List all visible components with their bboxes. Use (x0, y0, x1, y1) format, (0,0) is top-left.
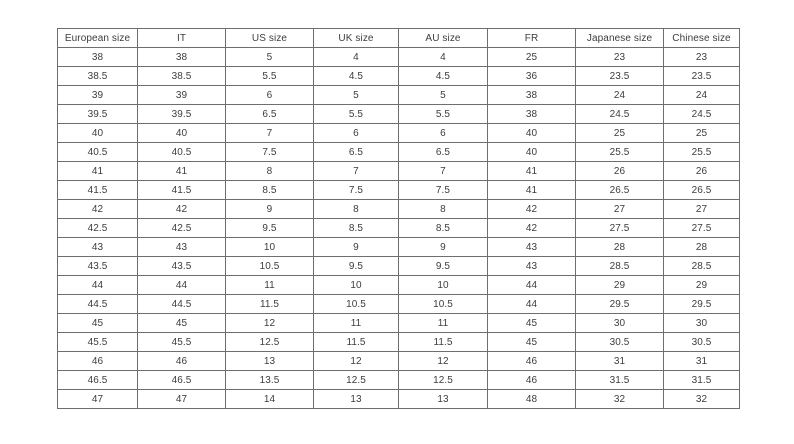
table-cell: 7 (399, 162, 488, 181)
table-cell: 43.5 (58, 257, 138, 276)
table-cell: 6 (314, 124, 399, 143)
table-cell: 9 (314, 238, 399, 257)
table-cell: 41 (488, 181, 576, 200)
table-cell: 41 (58, 162, 138, 181)
table-cell: 8.5 (226, 181, 314, 200)
table-cell: 26 (576, 162, 664, 181)
table-cell: 42 (138, 200, 226, 219)
table-cell: 10 (399, 276, 488, 295)
table-cell: 7.5 (226, 143, 314, 162)
table-row (58, 390, 740, 409)
table-cell: 46 (488, 352, 576, 371)
table-cell: 11 (314, 314, 399, 333)
table-cell: 46 (138, 352, 226, 371)
table-cell: 28 (664, 238, 740, 257)
table-cell: 27.5 (664, 219, 740, 238)
table-cell: 23.5 (664, 67, 740, 86)
table-cell: 42 (488, 219, 576, 238)
column-header: AU size (399, 29, 488, 48)
table-cell: 42.5 (138, 219, 226, 238)
table-cell: 6 (399, 124, 488, 143)
table-cell: 11.5 (226, 295, 314, 314)
table-row (58, 181, 740, 200)
table-cell: 45 (488, 333, 576, 352)
table-cell: 42 (58, 200, 138, 219)
table-cell: 29 (664, 276, 740, 295)
column-header: European size (58, 29, 138, 48)
table-cell: 44.5 (138, 295, 226, 314)
table-cell: 11 (226, 276, 314, 295)
table-cell: 43 (58, 238, 138, 257)
table-cell: 46 (58, 352, 138, 371)
size-table (57, 28, 740, 409)
table-row (58, 238, 740, 257)
table-cell: 38 (58, 48, 138, 67)
table-cell: 10 (314, 276, 399, 295)
table-cell: 26 (664, 162, 740, 181)
table-cell: 45 (488, 314, 576, 333)
table-cell: 46.5 (58, 371, 138, 390)
table-cell: 41.5 (138, 181, 226, 200)
table-cell: 25.5 (576, 143, 664, 162)
table-cell: 12.5 (399, 371, 488, 390)
table-cell: 44 (488, 276, 576, 295)
table-cell: 25 (488, 48, 576, 67)
table-row (58, 333, 740, 352)
table-cell: 9.5 (399, 257, 488, 276)
table-cell: 12.5 (314, 371, 399, 390)
table-row (58, 143, 740, 162)
table-cell: 4 (399, 48, 488, 67)
table-cell: 13 (226, 352, 314, 371)
table-cell: 47 (58, 390, 138, 409)
table-row (58, 48, 740, 67)
table-cell: 40 (138, 124, 226, 143)
column-header: FR (488, 29, 576, 48)
table-cell: 25.5 (664, 143, 740, 162)
table-cell: 48 (488, 390, 576, 409)
table-cell: 24.5 (664, 105, 740, 124)
table-cell: 43 (488, 257, 576, 276)
table-cell: 29.5 (664, 295, 740, 314)
table-cell: 41.5 (58, 181, 138, 200)
table-cell: 4 (314, 48, 399, 67)
table-cell: 31 (664, 352, 740, 371)
table-cell: 47 (138, 390, 226, 409)
table-cell: 12 (314, 352, 399, 371)
table-cell: 14 (226, 390, 314, 409)
table-cell: 29 (576, 276, 664, 295)
table-cell: 28.5 (576, 257, 664, 276)
column-header: US size (226, 29, 314, 48)
table-row (58, 276, 740, 295)
table-cell: 38 (488, 86, 576, 105)
table-row (58, 200, 740, 219)
table-cell: 43 (138, 238, 226, 257)
table-cell: 9.5 (314, 257, 399, 276)
table-cell: 39.5 (58, 105, 138, 124)
table-cell: 10.5 (314, 295, 399, 314)
table-cell: 30 (576, 314, 664, 333)
table-cell: 40.5 (58, 143, 138, 162)
table-cell: 13 (314, 390, 399, 409)
table-cell: 38.5 (58, 67, 138, 86)
table-cell: 43 (488, 238, 576, 257)
table-cell: 30 (664, 314, 740, 333)
table-cell: 5.5 (226, 67, 314, 86)
table-cell: 5.5 (399, 105, 488, 124)
table-cell: 40 (58, 124, 138, 143)
table-cell: 7 (226, 124, 314, 143)
table-cell: 8.5 (399, 219, 488, 238)
table-cell: 13.5 (226, 371, 314, 390)
table-row (58, 219, 740, 238)
table-cell: 36 (488, 67, 576, 86)
table-cell: 7.5 (314, 181, 399, 200)
table-cell: 24.5 (576, 105, 664, 124)
table-cell: 42.5 (58, 219, 138, 238)
table-cell: 10.5 (226, 257, 314, 276)
table-cell: 44.5 (58, 295, 138, 314)
table-cell: 42 (488, 200, 576, 219)
table-cell: 40 (488, 124, 576, 143)
column-header: Japanese size (576, 29, 664, 48)
table-cell: 5 (314, 86, 399, 105)
table-cell: 23 (664, 48, 740, 67)
table-cell: 30.5 (664, 333, 740, 352)
table-row (58, 67, 740, 86)
size-conversion-table (57, 28, 740, 409)
table-cell: 12 (226, 314, 314, 333)
table-cell: 5 (399, 86, 488, 105)
table-cell: 4.5 (399, 67, 488, 86)
table-cell: 13 (399, 390, 488, 409)
table-cell: 31.5 (576, 371, 664, 390)
table-cell: 38 (488, 105, 576, 124)
table-cell: 23 (576, 48, 664, 67)
table-cell: 7.5 (399, 181, 488, 200)
table-cell: 45.5 (138, 333, 226, 352)
column-header: UK size (314, 29, 399, 48)
column-header: Chinese size (664, 29, 740, 48)
table-cell: 28.5 (664, 257, 740, 276)
table-cell: 8 (226, 162, 314, 181)
table-cell: 41 (488, 162, 576, 181)
table-cell: 40.5 (138, 143, 226, 162)
table-cell: 32 (664, 390, 740, 409)
table-row (58, 295, 740, 314)
table-cell: 45.5 (58, 333, 138, 352)
table-row (58, 105, 740, 124)
table-row (58, 86, 740, 105)
table-cell: 32 (576, 390, 664, 409)
table-cell: 45 (58, 314, 138, 333)
table-cell: 45 (138, 314, 226, 333)
table-cell: 27 (576, 200, 664, 219)
table-cell: 26.5 (664, 181, 740, 200)
table-row (58, 371, 740, 390)
table-cell: 38 (138, 48, 226, 67)
table-cell: 12 (399, 352, 488, 371)
table-cell: 7 (314, 162, 399, 181)
table-cell: 30.5 (576, 333, 664, 352)
table-cell: 6.5 (399, 143, 488, 162)
table-cell: 46 (488, 371, 576, 390)
table-cell: 9 (226, 200, 314, 219)
table-cell: 9.5 (226, 219, 314, 238)
table-cell: 25 (664, 124, 740, 143)
column-header: IT (138, 29, 226, 48)
table-cell: 39.5 (138, 105, 226, 124)
table-cell: 11 (399, 314, 488, 333)
table-cell: 11.5 (314, 333, 399, 352)
table-cell: 39 (58, 86, 138, 105)
table-cell: 12.5 (226, 333, 314, 352)
table-cell: 43.5 (138, 257, 226, 276)
table-cell: 41 (138, 162, 226, 181)
table-cell: 10 (226, 238, 314, 257)
table-cell: 6.5 (226, 105, 314, 124)
table-cell: 38.5 (138, 67, 226, 86)
table-cell: 28 (576, 238, 664, 257)
table-cell: 29.5 (576, 295, 664, 314)
table-cell: 44 (58, 276, 138, 295)
table-cell: 27 (664, 200, 740, 219)
table-cell: 10.5 (399, 295, 488, 314)
table-cell: 8 (399, 200, 488, 219)
table-cell: 24 (664, 86, 740, 105)
table-cell: 31.5 (664, 371, 740, 390)
table-cell: 11.5 (399, 333, 488, 352)
table-cell: 4.5 (314, 67, 399, 86)
table-cell: 8.5 (314, 219, 399, 238)
table-cell: 6 (226, 86, 314, 105)
table-cell: 5.5 (314, 105, 399, 124)
table-cell: 40 (488, 143, 576, 162)
table-cell: 9 (399, 238, 488, 257)
table-cell: 26.5 (576, 181, 664, 200)
table-header-row (58, 29, 740, 48)
table-cell: 31 (576, 352, 664, 371)
table-cell: 27.5 (576, 219, 664, 238)
table-cell: 8 (314, 200, 399, 219)
table-cell: 5 (226, 48, 314, 67)
table-cell: 6.5 (314, 143, 399, 162)
table-cell: 23.5 (576, 67, 664, 86)
table-cell: 25 (576, 124, 664, 143)
table-row (58, 257, 740, 276)
table-row (58, 162, 740, 181)
table-cell: 39 (138, 86, 226, 105)
table-cell: 46.5 (138, 371, 226, 390)
table-row (58, 352, 740, 371)
table-cell: 24 (576, 86, 664, 105)
table-cell: 44 (488, 295, 576, 314)
table-row (58, 314, 740, 333)
table-row (58, 124, 740, 143)
table-cell: 44 (138, 276, 226, 295)
